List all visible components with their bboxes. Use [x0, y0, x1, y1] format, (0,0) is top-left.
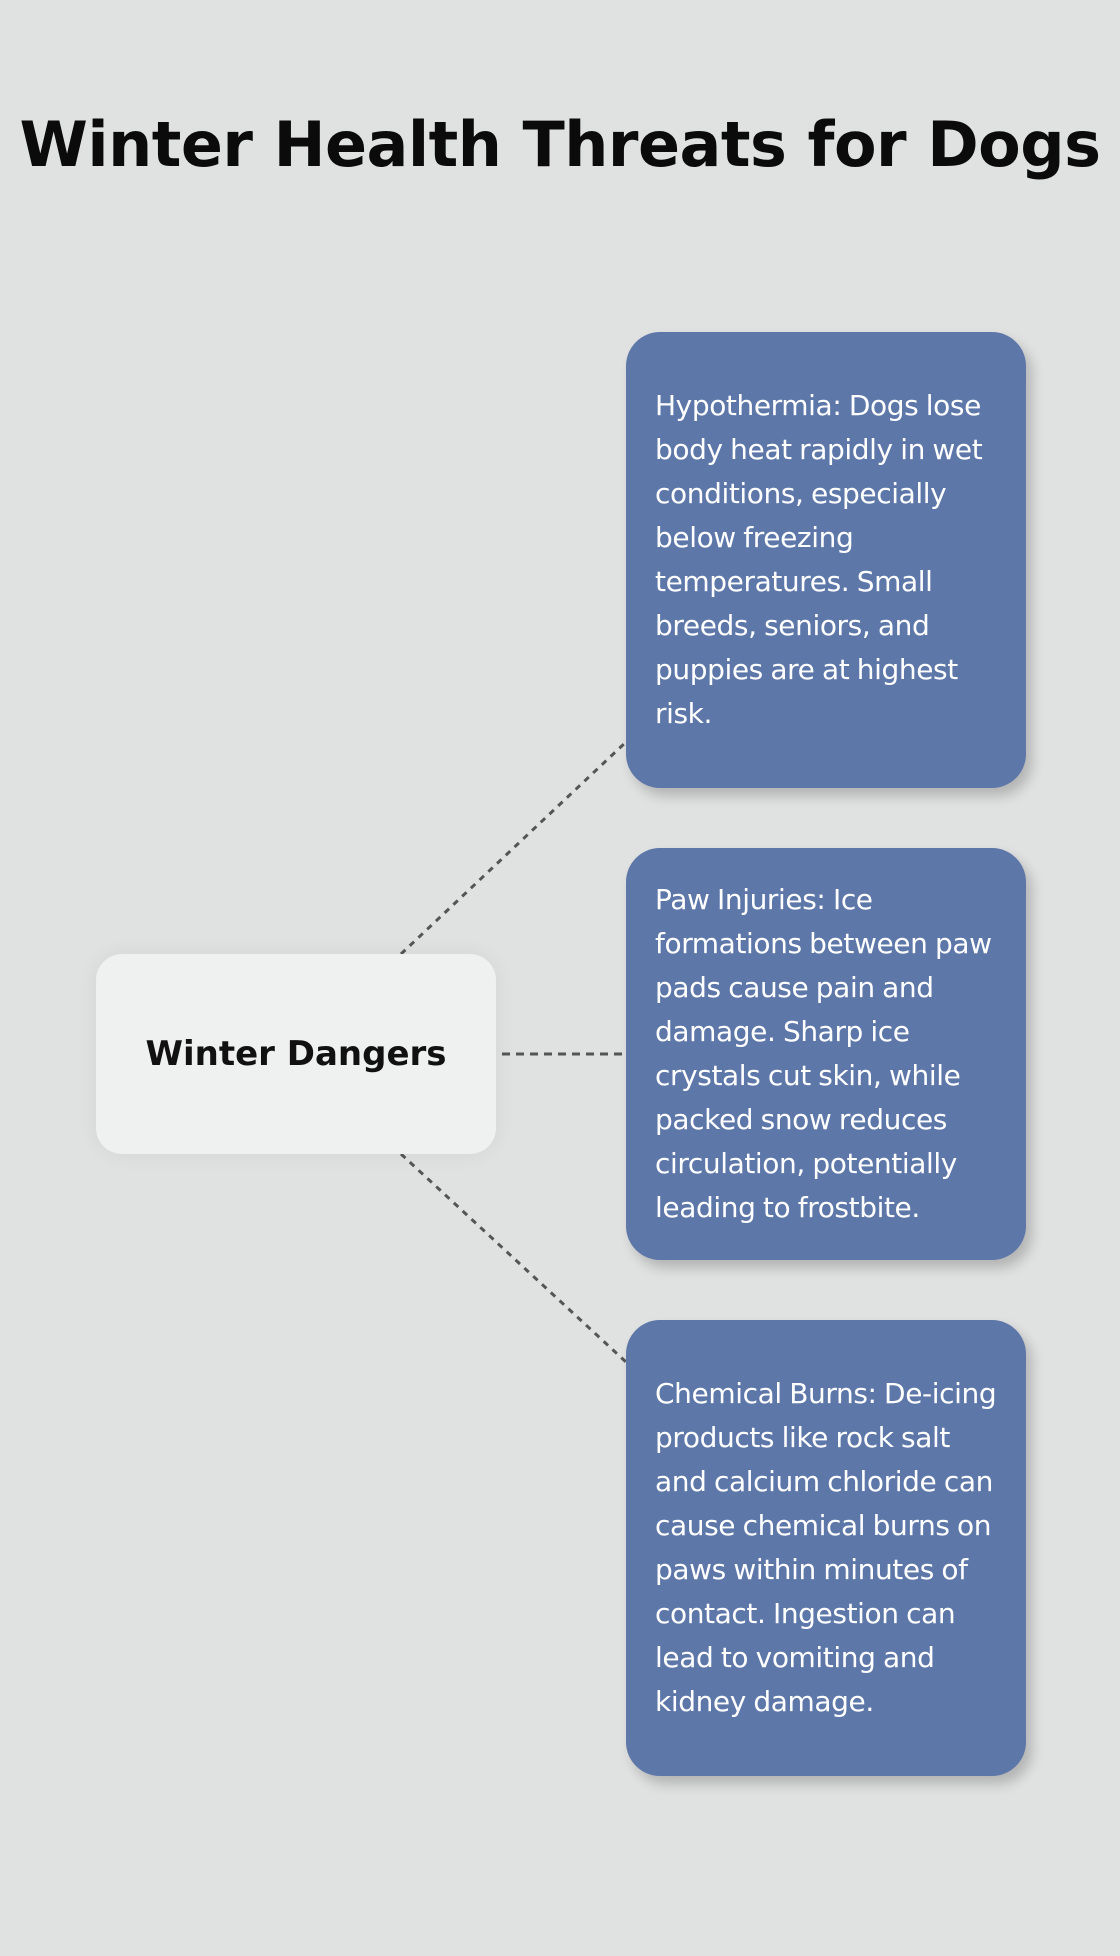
threat-card-paw-injuries — [626, 848, 1026, 1260]
connector-hypothermia — [401, 742, 626, 954]
threat-card-hypothermia — [626, 332, 1026, 788]
threat-text-paw-injuries: Paw Injuries: Ice formations between paw pads cause pain and damage. Sharp ice crystals cut skin, while packed snow reduces circulation, potentially leading to frostbite. — [655, 883, 992, 1224]
threat-card-chemical-burns — [626, 1320, 1026, 1776]
diagram-title: Winter Health Threats for Dogs — [19, 108, 1101, 181]
center-node-label: Winter Dangers — [145, 1034, 447, 1074]
threat-text-chemical-burns: Chemical Burns: De-icing products like rock salt and calcium chloride can cause chemical burns on paws within minutes of contact. Ingestion can lead to vomiting and kidney damage. — [655, 1377, 997, 1718]
threat-text-hypothermia: Hypothermia: Dogs lose body heat rapidly in wet conditions, especially below freezing temperatures. Small breeds, seniors, and puppies are at highest risk. — [655, 389, 983, 730]
center-node-winter-dangers — [96, 954, 496, 1154]
connector-chemical-burns — [401, 1154, 626, 1362]
